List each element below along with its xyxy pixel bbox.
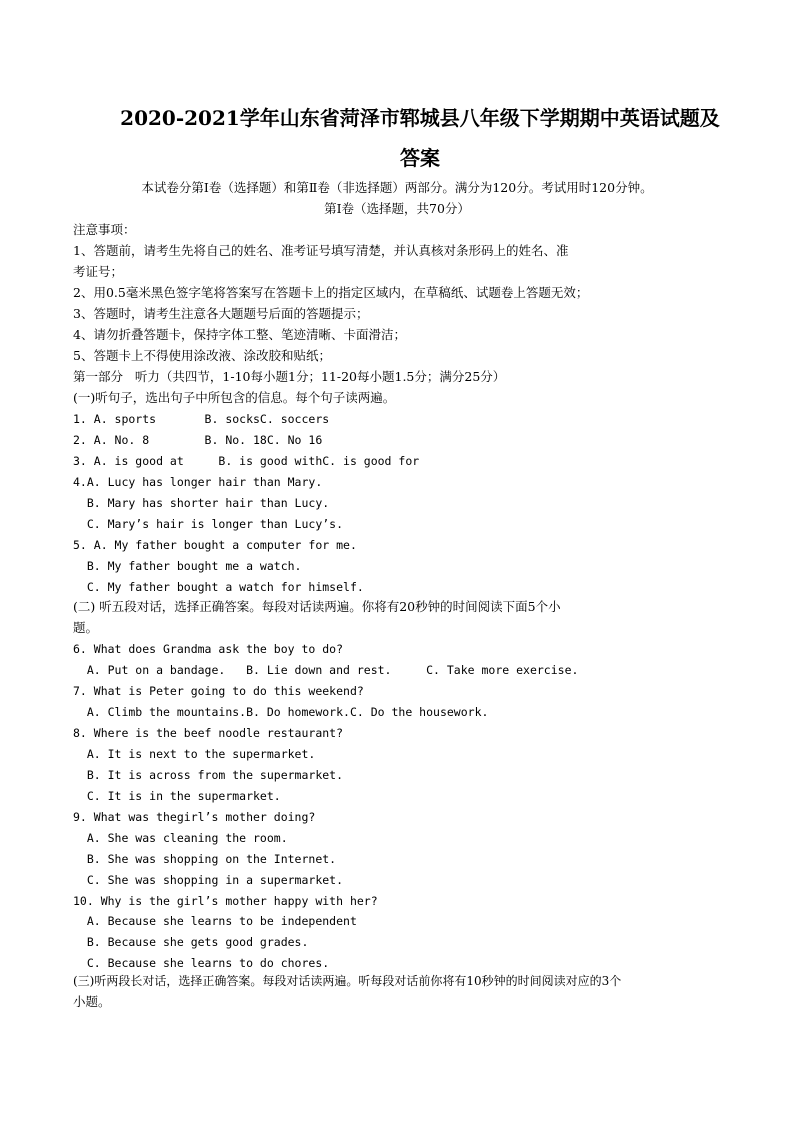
question-line: C. Because she learns to do chores. — [73, 956, 330, 970]
question-line: 7. What is Peter going to do this weekend? — [73, 684, 364, 698]
question-line: 3. A. is good at B. is good withC. is good for — [73, 454, 420, 468]
question-line: 1. A. sports B. socksC. soccers — [73, 412, 330, 426]
question-line: 10. Why is the girl’s mother happy with her? — [73, 894, 378, 908]
question-line: 5. A. My father bought a computer for me. — [73, 538, 357, 552]
question-line: 8. Where is the beef noodle restaurant? — [73, 726, 344, 740]
question-line: B. My father bought me a watch. — [73, 559, 302, 573]
question-line: B. Because she gets good grades. — [73, 935, 309, 949]
exam-intro: 本试卷分第Ⅰ卷（选择题）和第Ⅱ卷（非选择题）两部分。满分为120分。考试用时120分钟。 — [141, 180, 653, 195]
question-line: 2. A. No. 8 B. No. 18C. No 16 — [73, 433, 323, 447]
question-line: C. She was shopping in a supermarket. — [73, 873, 344, 887]
note-line: 2、用0.5毫米黑色签字笔将答案写在答题卡上的指定区域内，在草稿纸、试题卷上答题无效； — [73, 285, 589, 300]
document-title-line2: 答案 — [400, 146, 440, 170]
part1-heading: 第一部分 听力（共四节，1-10每小题1分；11-20每小题1.5分；满分25分） — [73, 369, 506, 384]
question-line: C. My father bought a watch for himself. — [73, 580, 364, 594]
question-line: 9. What was thegirl’s mother doing? — [73, 810, 316, 824]
question-line: A. Put on a bandage. B. Lie down and rest. C. Take more exercise. — [73, 663, 579, 677]
question-line: C. It is in the supermarket. — [73, 789, 281, 803]
question-line: B. She was shopping on the Internet. — [73, 852, 337, 866]
note-line: 考证号； — [73, 264, 124, 279]
question-line: A. Because she learns to be independent — [73, 914, 357, 928]
question-line: B. Mary has shorter hair than Lucy. — [73, 496, 330, 510]
document-title-line1: 2020-2021学年山东省菏泽市郓城县八年级下学期期中英语试题及 — [120, 106, 720, 130]
section2-heading: (二) 听五段对话，选择正确答案。每段对话读两遍。你将有20秒钟的时间阅读下面5个小 — [73, 599, 561, 614]
section3-heading: (三)听两段长对话，选择正确答案。每段对话读两遍。听每段对话前你将有10秒钟的时间阅读对应的3个 — [73, 974, 622, 988]
notes-heading: 注意事项： — [73, 222, 136, 237]
question-line: 6. What does Grandma ask the boy to do? — [73, 642, 344, 656]
volume1-heading: 第Ⅰ卷（选择题，共70分） — [324, 201, 470, 216]
question-line: A. She was cleaning the room. — [73, 831, 288, 845]
section1-heading: (一)听句子，选出句子中所包含的信息。每个句子读两遍。 — [73, 390, 396, 405]
question-line: B. It is across from the supermarket. — [73, 768, 344, 782]
note-line: 5、答题卡上不得使用涂改液、涂改胶和贴纸； — [73, 348, 331, 363]
note-line: 1、答题前，请考生先将自己的姓名、准考证号填写清楚，并认真核对条形码上的姓名、准 — [73, 243, 569, 258]
question-line: A. It is next to the supermarket. — [73, 747, 316, 761]
question-line: A. Climb the mountains.B. Do homework.C. Do the housework. — [73, 705, 489, 719]
note-line: 3、答题时，请考生注意各大题题号后面的答题提示； — [73, 306, 369, 321]
section2-heading-cont: 题。 — [73, 620, 99, 635]
question-line: 4.A. Lucy has longer hair than Mary. — [73, 475, 323, 489]
question-line: C. Mary’s hair is longer than Lucy’s. — [73, 517, 344, 531]
section3-heading-cont: 小题。 — [73, 994, 111, 1009]
note-line: 4、请勿折叠答题卡，保持字体工整、笔迹清晰、卡面滑洁； — [73, 327, 406, 342]
